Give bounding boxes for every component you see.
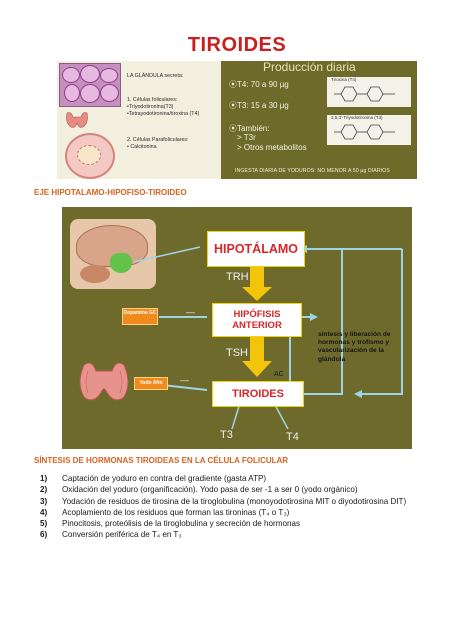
t3-production-text: T3: 15 a 30 µg <box>237 101 289 110</box>
t3-structure-label: 3,5,3'-Triyodotironina (T3) <box>331 115 383 120</box>
tsh-effects-text: síntesis y liberación de hormonas y trofismo y vascularización de la glándula <box>318 331 391 363</box>
iodide-intake-note: INGESTA DIARIA DE YODUROS: NO MENOR A 50 µg DIARIOS <box>235 168 390 174</box>
synthesis-steps-list <box>40 473 406 541</box>
high-iodine-tag: Yodo Alto <box>134 377 168 390</box>
t3r-item: > T3r <box>237 133 256 142</box>
parafollicular-cells-item: • Calcitonina <box>127 144 157 150</box>
list-item: 2) Oxidación del yoduro (organificación). Yodo pasa de ser -1 a ser 0 (yodo orgánico) <box>40 485 358 495</box>
pituitary-line1: HIPÓFISIS <box>233 309 281 320</box>
follicle-diagram <box>65 133 115 179</box>
pituitary-line2: ANTERIOR <box>232 320 282 331</box>
t4-output-label: T4 <box>286 431 299 443</box>
thyroid-info-panel <box>57 61 417 179</box>
tsh-label: TSH <box>226 347 248 359</box>
also-heading-text: También: <box>237 124 270 133</box>
t4-structure <box>327 77 411 107</box>
follicular-cells-item-t4: •Tetrayodotironina/tiroxina (T4) <box>127 111 200 117</box>
also-heading: ⦿También: <box>229 124 270 133</box>
axis-section-heading: EJE HIPOTALAMO-HIPOFISO-TIROIDEO <box>34 188 187 197</box>
ac-label: AC <box>274 371 284 378</box>
t3-structure <box>327 115 411 145</box>
t4-structure-label: Tiroxina (T4) <box>331 77 357 82</box>
list-item: 1) Captación de yoduro en contra del gradiente (gasta ATP) <box>40 474 267 483</box>
hypothalamus-box: HIPOTÁLAMO <box>207 231 305 267</box>
daily-production-title: Producción diaria <box>263 60 356 74</box>
page-title: TIROIDES <box>187 34 287 56</box>
dopamine-gc-tag: Dopamina GC <box>122 308 158 325</box>
anterior-pituitary-box <box>212 303 302 337</box>
thyroid-box: TIROIDES <box>212 381 304 407</box>
gland-secretion-box <box>57 61 221 179</box>
synthesis-section-heading: SÍNTESIS DE HORMONAS TIROIDEAS EN LA CÉLULA FOLICULAR <box>34 456 289 465</box>
gland-secretes-text: LA GLÁNDULA secreta: <box>127 73 184 79</box>
t3-production: ⦿T3: 15 a 30 µg <box>229 101 289 110</box>
list-item: 4) Acoplamiento de los residuos que forman las tironinas (T₄ o T₃) <box>40 507 290 517</box>
t4-molecule-drawing <box>331 83 409 105</box>
follicular-cells-item-t3: •Triyodotironina(T3) <box>127 104 174 110</box>
hpt-axis-diagram <box>62 207 412 449</box>
list-item: 3) Yodación de residuos de tirosina de la tiroglobulina (monoyodotirosina MIT o diyodotirosina DIT) <box>40 496 407 506</box>
t4-production-text: T4: 70 a 90 µg <box>237 80 289 89</box>
list-item: 6) Conversión periférica de T₄ en T₃ <box>40 530 182 540</box>
follicular-cells-title: 1. Células foliculares: <box>127 97 178 103</box>
inhibition-minus-1: — <box>186 307 195 317</box>
thyroid-gland-illustration <box>74 357 134 405</box>
follicle-histology-image <box>59 63 121 107</box>
inhibition-minus-2: — <box>180 375 189 385</box>
other-metabolites-item: > Otros metabolitos <box>237 143 307 152</box>
t4-production: ⦿T4: 70 a 90 µg <box>229 80 289 89</box>
t3-output-label: T3 <box>220 429 233 441</box>
thyroid-mini-illustration <box>63 109 91 131</box>
trh-label: TRH <box>226 271 249 283</box>
list-item: 5) Pinocitosis, proteólisis de la tiroglobulina y secreción de hormonas <box>40 519 300 529</box>
t3-molecule-drawing <box>331 121 409 143</box>
parafollicular-cells-title: 2. Células Parafoliculares: <box>127 137 189 143</box>
daily-production-box <box>223 61 417 179</box>
